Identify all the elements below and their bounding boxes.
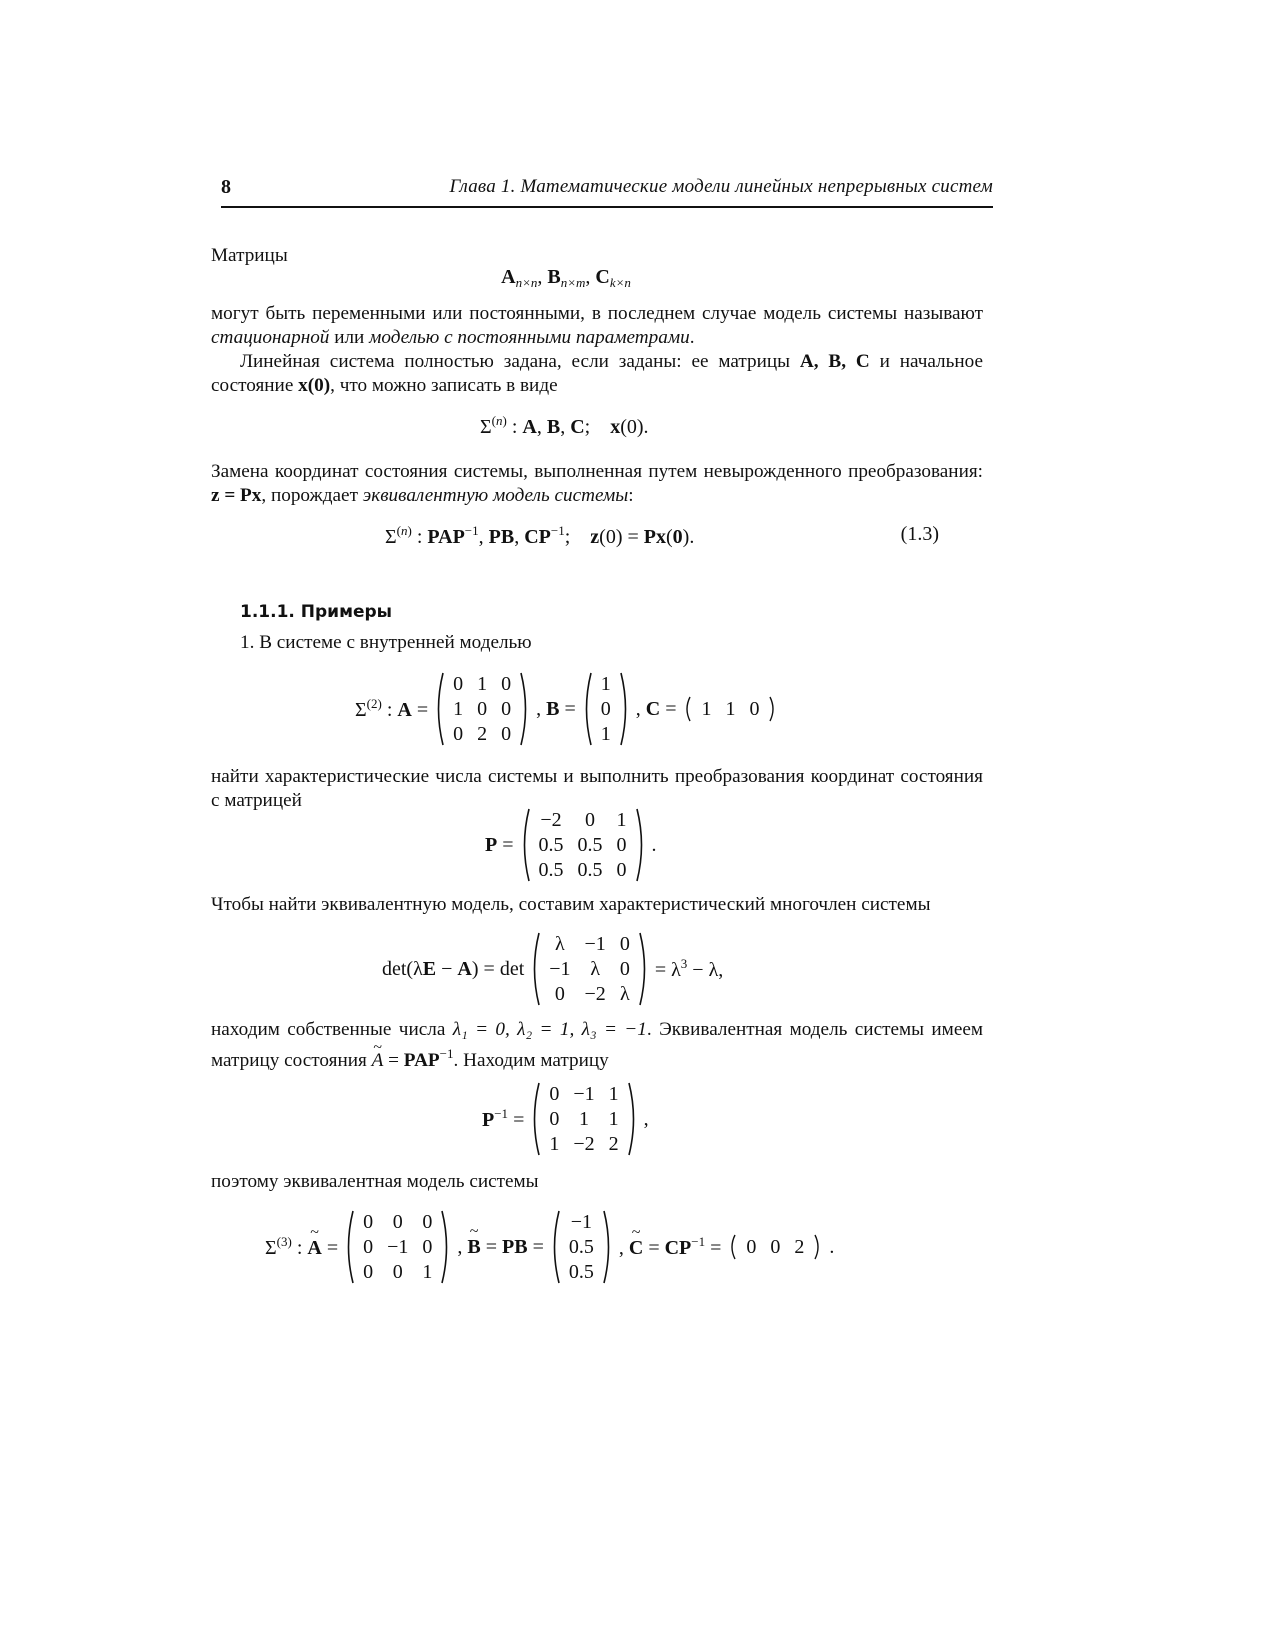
paragraph-linear-system: Линейная система полностью задана, если заданы: ее матрицы A, B, C и начальное состояние x(0), что можно записать в виде [211, 351, 984, 396]
matrix-cell: 0 [619, 957, 630, 980]
matrix-cell: 0 [600, 697, 611, 720]
matrix-cell: −2 [584, 982, 606, 1005]
equation-1-3 [211, 523, 939, 551]
section-heading: 1.1.1. Примеры [240, 602, 393, 622]
matrix-cell: 1 [578, 1107, 589, 1130]
matrix-cell: 2 [477, 722, 488, 745]
matrix-P [518, 808, 648, 882]
matrix-cell: 0 [619, 933, 630, 956]
matrix-C [680, 696, 780, 722]
matrix-cell: 0 [616, 858, 627, 881]
matrix-cell: 0 [453, 722, 464, 745]
matrix-cell: 0 [453, 673, 464, 696]
matrix-cell: 0 [501, 673, 512, 696]
matrix-cell: 0 [392, 1260, 403, 1283]
matrix-cell: 0 [616, 833, 627, 856]
formula-matrix-dimensions: $A_{n\times n}$, $B_{n\times m}$, $C_{k\times n}$ [501, 266, 631, 290]
formula-P-inverse: $P^{-1}$ = 0 −1 1 0 1 1 1 −2 2 , [482, 1083, 649, 1155]
example-1-intro: 1. В системе с внутренней моделью [240, 632, 532, 653]
matrix-cell: 0 [422, 1211, 433, 1234]
matrix-cell: 0.5 [577, 858, 603, 881]
matrix-lambda [528, 932, 651, 1006]
matrix-cell: 0 [501, 697, 512, 720]
matrix-cell: 0 [549, 1107, 560, 1130]
matrix-cell: 1 [616, 809, 627, 832]
matrix-cell: 0 [363, 1260, 374, 1283]
matrix-cell: 0 [363, 1211, 374, 1234]
matrix-cell: 0 [422, 1235, 433, 1258]
matrix-B [580, 672, 632, 746]
equation-1-3-body: $\Sigma^{(n)}$ : $PAP^{-1}$, PB, $CP^{-1}$; z(0) = Px(0). [385, 523, 695, 548]
formula-example-system: $\Sigma^{(2)}$ : A = 0 1 0 1 0 0 0 2 0 , B = 1 0 1 , C = 1 1 0 [355, 672, 784, 746]
matrix-cell: 0.5 [568, 1235, 594, 1258]
matrix-cell: 1 [600, 673, 611, 696]
matrix-cell: 0 [585, 809, 595, 832]
matrix-cell: 0 [501, 722, 512, 745]
matrix-cell: 0.5 [538, 858, 564, 881]
matrix-cell: 0.5 [568, 1260, 594, 1283]
matrix-cell: 0 [554, 982, 565, 1005]
matrix-C-tilde [725, 1234, 825, 1260]
paragraph-matrices-word: Матрицы [211, 245, 288, 266]
formula-system-definition: $\Sigma^{(n)}$ : A, B, C; x(0). [480, 413, 649, 438]
matrix-cell: 0 [363, 1235, 374, 1258]
matrix-cell: 1 [725, 698, 736, 720]
matrix-cell: 1 [422, 1260, 433, 1283]
matrix-cell: 0 [770, 1236, 781, 1258]
matrix-cell: λ [590, 957, 601, 980]
matrix-cell: 1 [608, 1083, 619, 1106]
matrix-A-tilde [342, 1210, 453, 1284]
matrix-P-inverse [528, 1082, 639, 1156]
matrix-cell: 0 [392, 1211, 403, 1234]
matrix-cell: −1 [549, 957, 571, 980]
paragraph-characteristic-poly: Чтобы найти эквивалентную модель, составим характеристический многочлен системы [211, 894, 931, 915]
matrix-cell: 1 [600, 722, 611, 745]
matrix-cell: 1 [608, 1107, 619, 1130]
matrix-B-tilde [548, 1210, 615, 1284]
formula-determinant: det(λE − A) = det λ −1 0 −1 λ 0 0 −2 λ = $\lambda^3 - \lambda$, [382, 933, 724, 1005]
matrix-cell: 1 [549, 1132, 560, 1155]
matrix-cell: −1 [584, 933, 606, 956]
formula-matrix-P: P = −2 0 1 0.5 0.5 0 0.5 0.5 0 . [485, 809, 657, 881]
paragraph-find-characteristic: найти характеристические числа системы и выполнить преобразования координат состояния с матрицей [211, 766, 983, 811]
matrix-cell: 0 [746, 1236, 757, 1258]
matrix-A [432, 672, 532, 746]
matrix-cell: 1 [477, 673, 488, 696]
matrix-cell: 2 [608, 1132, 619, 1155]
matrix-cell: 0 [549, 1083, 560, 1106]
matrix-cell: −1 [570, 1211, 592, 1234]
formula-equivalent-system: $\Sigma^{(3)}$ : ~ A = 0 0 0 0 −1 0 0 0 1 , ~ B = PB = −1 0.5 0.5 , ~ $C = CP^{-1}$ = 0 0 2 . [265, 1210, 834, 1284]
matrix-cell: 0.5 [538, 833, 564, 856]
paragraph-stationary: могут быть переменными или постоянными, в последнем случае модель системы называют стационарной или моделью с постоянными параметрами. [211, 303, 983, 348]
running-header [221, 176, 993, 208]
paragraph-coordinate-change: Замена координат состояния системы, выполненная путем невырожденного преобразования: z = Px, порождает эквивалентную модель системы: [211, 461, 983, 506]
matrix-cell: 0 [477, 697, 488, 720]
matrix-cell: 2 [794, 1236, 805, 1258]
matrix-cell: 1 [701, 698, 712, 720]
paragraph-equivalent-model: поэтому эквивалентная модель системы [211, 1171, 539, 1192]
matrix-cell: −1 [573, 1083, 595, 1106]
matrix-cell: 0 [749, 698, 760, 720]
matrix-cell: −1 [387, 1235, 409, 1258]
equation-number: (1.3) [900, 523, 939, 545]
page-number: 8 [221, 176, 231, 198]
matrix-cell: −2 [573, 1132, 595, 1155]
matrix-cell: −2 [540, 809, 562, 832]
matrix-cell: 0.5 [577, 833, 603, 856]
running-title: Глава 1. Математические модели линейных непрерывных систем [449, 176, 993, 197]
paragraph-eigenvalues: находим собственные числа λ₁ = 0, λ₂ = 1, λ₃ = −1. Эквивалентная модель системы имеем матрицу состояния ~ $A = PAP^{-1}$. Находим матрицу [211, 1018, 983, 1073]
matrix-cell: λ [619, 982, 630, 1005]
matrix-cell: λ [555, 933, 565, 956]
matrix-cell: 1 [453, 697, 464, 720]
